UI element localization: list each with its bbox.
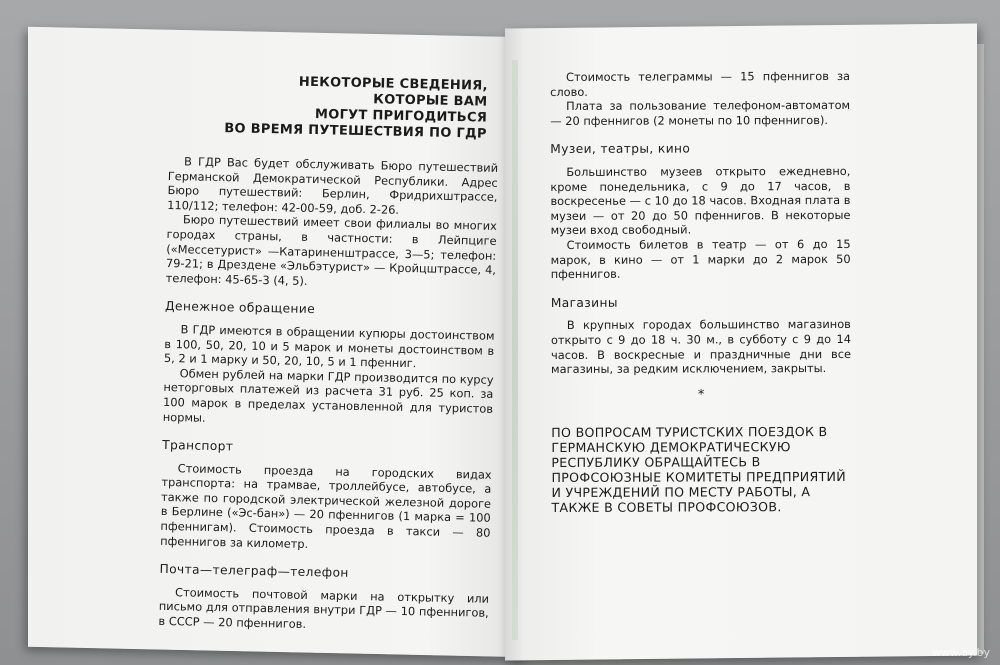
post-paragraph: Стоимость почтовой марки на открытку или письмо для отправления внутри ГДР — 10 пфеннигов, в СССР — 20 пфеннигов. [158, 585, 490, 632]
right-page-content [550, 69, 852, 515]
heading-line: КОТОРЫЕ ВАМ [373, 92, 488, 110]
museums-paragraph: Стоимость билетов в театр — от 6 до 15 марок, в кино — от 1 марки до 2 марок 50 пфеннигов. [550, 236, 851, 282]
section-title-museums: Музеи, театры, кино [550, 141, 691, 157]
section-title-money: Денежное обращение [164, 299, 316, 317]
shops-paragraph: В крупных городах большинство магазинов открыто с 9 до 18 ч. 30 м., в субботу с 9 до 14 часов. В воскресные и праздничные дни все магазины, за редким исключением, закрыты. [550, 317, 852, 377]
post-continued-paragraph: Плата за пользование телефоном-автоматом — 20 пфеннигов (2 монеты по 10 пфеннигов). [550, 98, 851, 128]
intro-paragraph: В ГДР Вас будет обслуживать Бюро путешествий Германской Демократической Республики. Адрес Бюро путешествий: Берлин, Фридрихштрассе, 110/112; телефон: 42-00-59, доб. 2-26. [167, 154, 499, 217]
watermark: www.ay.by [931, 646, 990, 659]
notice-paragraph: ПО ВОПРОСАМ ТУРИСТСКИХ ПОЕЗДОК В ГЕРМАНСКУЮ ДЕМОКРАТИЧЕСКУЮ РЕСПУБЛИКУ ОБРАЩАЙТЕСЬ В ПРОФСОЮЗНЫЕ КОМИТЕТЫ ПРЕДПРИЯТИЙ И УЧРЕЖДЕНИЙ ПО МЕСТУ РАБОТЫ, А ТАКЖЕ В СОВЕТЫ ПРОФСОЮЗОВ. [551, 424, 847, 516]
section-title-shops: Магазины [550, 295, 618, 310]
section-title-transport: Транспорт [162, 438, 234, 454]
heading-line: МОГУТ ПРИГОДИТЬСЯ [314, 107, 488, 126]
separator-asterisk: * [697, 387, 705, 403]
heading-line: НЕКОТОРЫЕ СВЕДЕНИЯ, [298, 74, 488, 94]
money-paragraph: Обмен рублей на марки ГДР производится по курсу неторговых платежей из расчета 31 руб. 25 коп. за 100 марок в пределах установленной для туристов нормы. [162, 365, 494, 425]
section-title-post: Почта—телеграф—телефон [159, 562, 349, 581]
intro-paragraph: Бюро путешествий имеет свои филиалы во многих городах страны, в частности: в Лейпциге («Мессетурист» —Катариненштрассе, 3—5; телефон: 79-21; в Дрездене «Эльбэтурист» — Кройцштрассе, 4, телефон: 45-65-3 (4, 5). [165, 212, 497, 288]
post-continued-paragraph: Стоимость телеграммы — 15 пфеннигов за слово. [550, 68, 851, 99]
book-spine [512, 60, 518, 640]
page-heading [169, 72, 500, 143]
money-paragraph: В ГДР имеются в обращении купюры достоинством в 100, 50, 20, 10 и 5 марок и монеты достоинством в 5, 2 и 1 марку и 50, 20, 10, 5 и 1 пфенниг. [163, 322, 495, 371]
heading-line: ВО ВРЕМЯ ПУТЕШЕСТВИЯ ПО ГДР [224, 121, 487, 142]
transport-paragraph: Стоимость проезда на городских видах транспорта: на трамвае, троллейбусе, автобусе, а также по городской электрической железной дороге в Берлине («Эс-бан») — 20 пфеннигов (1 марка = 100 пфеннигам). Стоимость проезда в такси — 80 пфеннигов за километр. [160, 460, 492, 551]
left-page-content [158, 72, 500, 635]
museums-paragraph: Большинство музеев открыто ежедневно, кроме понедельника, с 9 до 17 часов, в воскресенье — с 10 до 18 часов. Входная плата в музеи — от 20 до 50 пфеннигов. В некоторые музеи вход свободный. [550, 163, 851, 238]
